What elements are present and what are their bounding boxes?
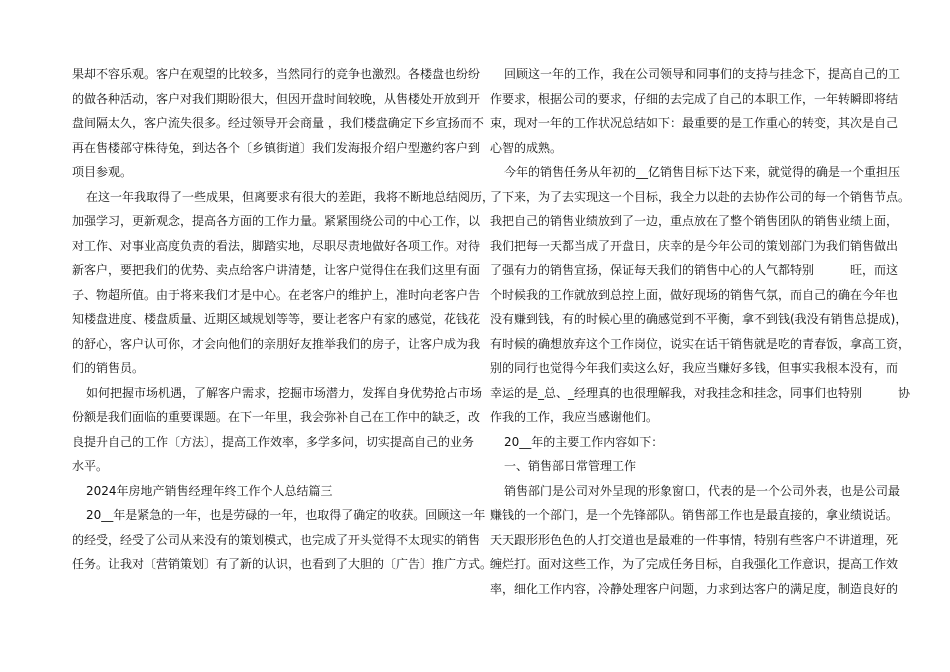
text-line: 作我的工作，我应当感谢他们。 [490,410,659,424]
right-column [490,62,911,601]
text-line: 别的同行也觉得今年我们卖这么好，我应当赚好多钱，但事实我根本没有，而 [490,361,899,375]
text-line: 束，现对一年的工作状况总结如下：最重要的是工作重心的转变，其次是自己 [490,116,899,130]
text-line: 果却不容乐观。客户在观望的比较多，当然同行的竞争也激烈。各楼盘也纷纷 [72,67,481,81]
text-line: 盘间隔太久，客户流失很多。经过领导开会商量 ，我们楼盘确定下乡宣扬而不 [72,116,484,130]
text-line: 作要求，根据公司的要求，仔细的去完成了自己的本职工作，一年转瞬即将结 [490,91,899,106]
text-line: 心智的成熟。 [490,140,563,155]
text-line: 缠烂打。面对这些工作，为了完成任务目标，自我强化工作意识，提高工作效 [490,557,899,571]
text-line: 对工作、对事业高度负责的看法，脚踏实地，尽职尽责地做好各项工作。对待 [72,238,481,253]
text-line: 我们把每一天都当成了开盘日，庆幸的是今年公司的策划部门为我们销售做出 [490,238,899,253]
text-line: 我把自己的销售业绩放到了一边，重点放在了整个销售团队的销售业绩上面， [490,214,899,228]
text-line: 加强学习，更新观念，提高各方面的工作力量。紧紧围绕公司的中心工作，以 [72,214,481,228]
text-line: 有时候的确想放弃这个工作岗位，说实在话干销售就是吃的青春饭，拿高工资， [490,336,911,351]
text-line: 个时候我的工作就放到总控上面，做好现场的销售气氛，而自己的确在今年也 [490,287,899,302]
text-line: 没有赚到钱，有的时候心里的确感觉到不平衡，拿不到钱(我没有销售总提成)， [490,312,908,326]
section-heading: 20__年的主要工作内容如下： [504,434,664,449]
text-line: 良提升自己的工作〔方法〕，提高工作效率，多学多问，切实提高自己的业务 [72,434,475,449]
text-line: 知楼盘进度、楼盘质量、近期区域规划等等，要让老客户有家的感觉，花钱花 [72,312,481,326]
paragraph-start-line: 回顾这一年的工作，我在公司领导和同事们的支持与挂念下，提高自己的工 [504,67,901,81]
left-column [72,62,495,577]
paragraph-start-line: 销售部门是公司对外呈现的形象窗口，代表的是一个公司外表，也是公司最 [504,483,901,498]
text-line: 任务。让我对〔营销策划〕有了新的认识，也看到了大胆的〔广告〕推广方式。 [72,557,493,571]
text-line: 子、物超所值。由于将来我们才是中心。在老客户的维护上，准时向老客户告 [72,287,481,302]
text-line: 的舒心，客户认可你，才会向他们的亲朋好友推举我们的房子，让客户成为我 [72,336,481,351]
text-line: 赚钱的一个部门，是一个先锋部队。销售部工作也是最直接的，拿业绩说话。 [490,508,899,522]
text-line: 率，细化工作内容，冷静处理客户问题，力求到达客户的满足度，制造良好的 [490,581,899,596]
text-line: 的做各种活动，客户对我们期盼很大，但因开盘时间较晚，从售楼处开放到开 [72,91,481,106]
text-line: 们的销售员。 [72,361,145,375]
text-line: 新客户，要把我们的优势、卖点给客户讲清楚，让客户觉得住在我们这里有面 [72,263,481,277]
text-line: 幸运的是_总、_经理真的也很理解我，对我挂念和挂念，同事们也特别 协 [490,385,911,400]
text-line: 再在售楼部守株待兔，到达各个〔乡镇街道〕我们发海报介绍户型邀约客户到 [72,140,481,155]
section-heading: 2024年房地产销售经理年终工作个人总结篇三 [86,483,333,498]
text-line: 了强有力的销售宣扬，保证每天我们的销售中心的人气都特别 旺，而这 [490,263,899,277]
paragraph-start-line: 今年的销售任务从年初的__亿销售目标下达下来，就觉得的确是一个重担压 [504,165,901,179]
text-line: 水平。 [72,459,109,473]
text-line: 了下来，为了去实现这一个目标，我全力以赴的去协作公司的每一个销售节点。 [490,189,911,204]
text-line: 天天跟形形色色的人打交道也是最难的一件事情，特别有些客户不讲道理，死 [490,532,899,547]
text-line: 的经受，经受了公司从来没有的策划模式，也完成了开头觉得不太现实的销售 [72,532,481,547]
paragraph-start-line: 在这一年我取得了一些成果，但离要求有很大的差距，我将不断地总结阅历， [86,189,495,204]
text-line: 项目参观。 [72,165,133,179]
section-heading: 一、销售部日常管理工作 [504,459,637,473]
paragraph-start-line: 20__年是紧急的一年，也是劳碌的一年，也取得了确定的收获。回顾这一年 [86,508,486,522]
paragraph-start-line: 如何把握市场机遇，了解客户需求，挖掘市场潜力，发挥自身优势抢占市场 [86,385,483,400]
text-line: 份额是我们面临的重要课题。在下一年里，我会弥补自己在工作中的缺乏，改 [72,410,481,424]
